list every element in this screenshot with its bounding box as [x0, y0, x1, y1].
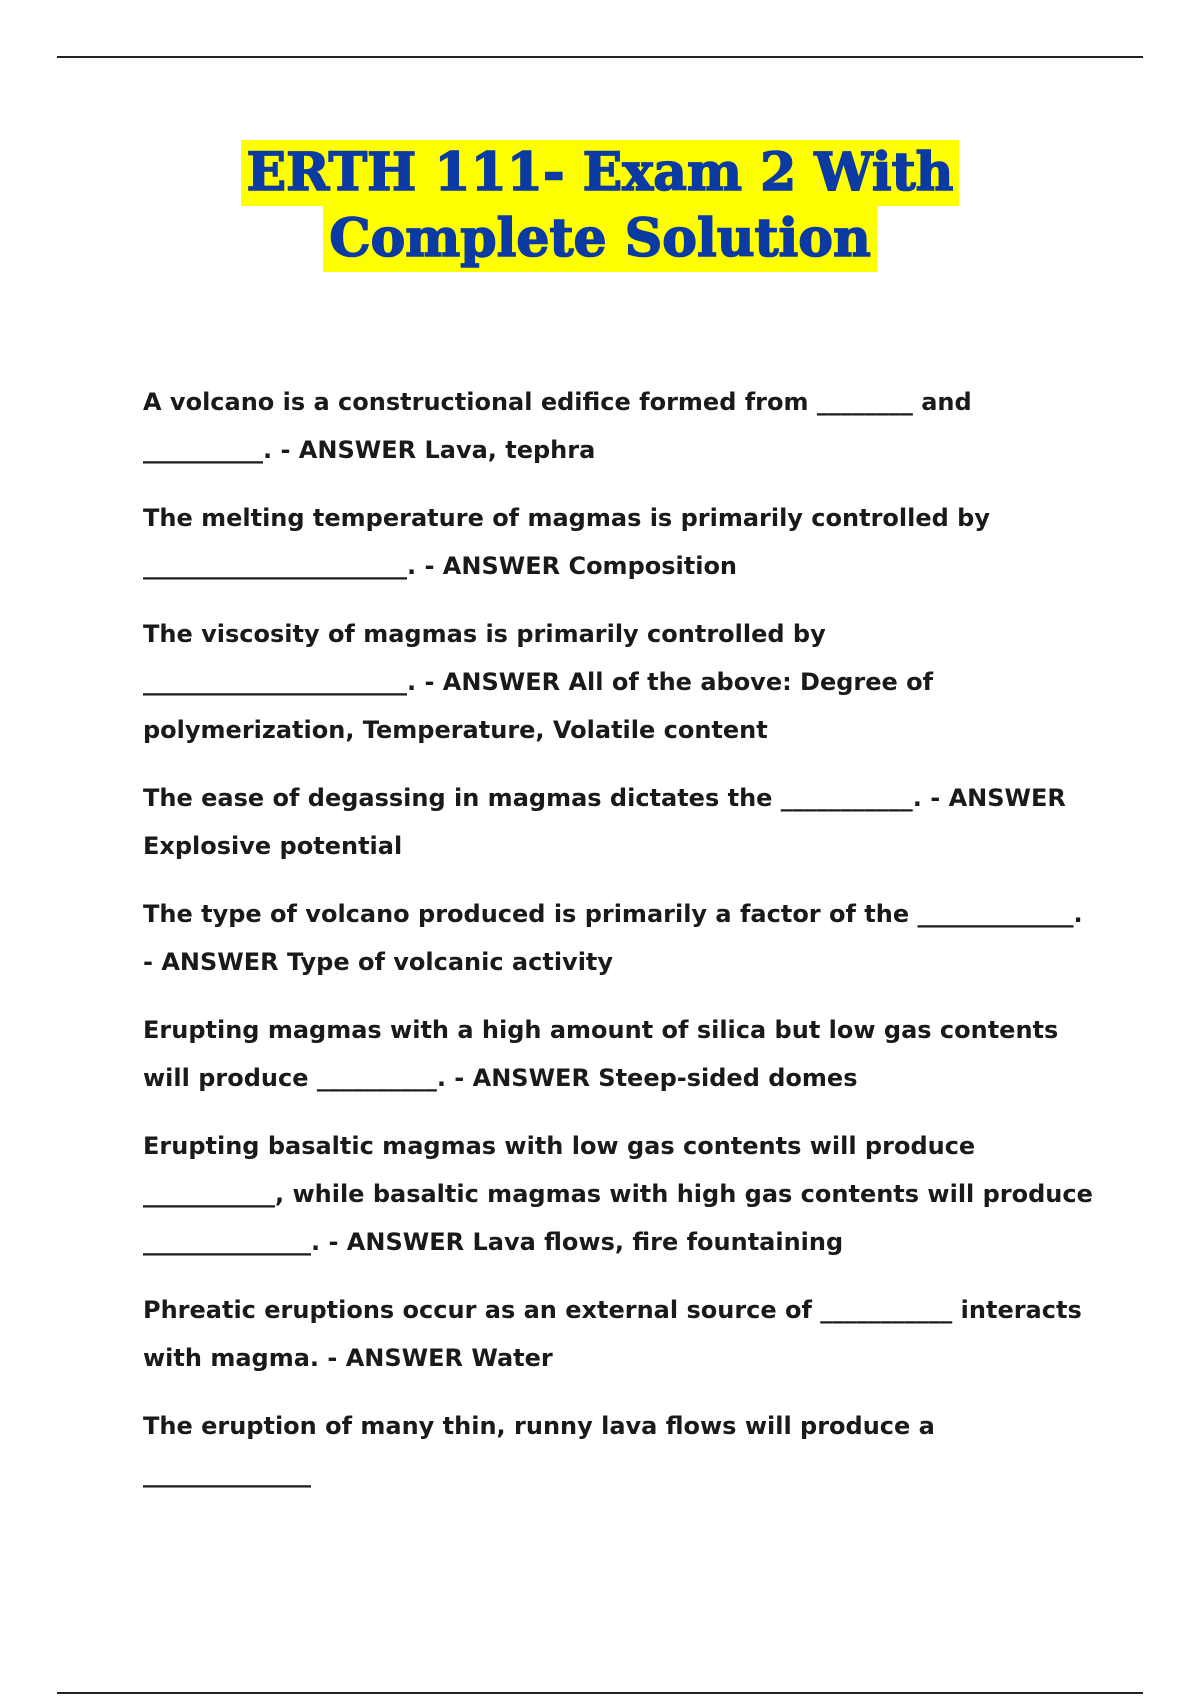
qa-item	[143, 774, 1093, 870]
answer-label: ANSWER	[948, 784, 1066, 812]
separator: -	[445, 1064, 473, 1092]
answer-text: Water	[471, 1344, 553, 1372]
question-text: Erupting basaltic magmas with low gas contents will produce ___________, while basaltic magmas with high gas contents will produce ______________.	[143, 1132, 1093, 1256]
qa-item	[143, 610, 1093, 754]
qa-item-trailing	[143, 1402, 1093, 1498]
separator: -	[143, 948, 162, 976]
answer-text: Type of volcanic activity	[286, 948, 614, 976]
separator: -	[272, 436, 299, 464]
question-text: Phreatic eruptions occur as an external source of ___________ interacts with magma.	[143, 1296, 1082, 1372]
question-text: The viscosity of magmas is primarily controlled by ______________________.	[143, 620, 826, 696]
separator: -	[320, 1228, 347, 1256]
question-answer-list	[143, 378, 1093, 1518]
answer-text: Lava, tephra	[424, 436, 596, 464]
question-text: The ease of degassing in magmas dictates the ___________.	[143, 784, 922, 812]
qa-item	[143, 378, 1093, 474]
answer-text: Steep-sided domes	[598, 1064, 858, 1092]
answer-label: ANSWER	[442, 552, 561, 580]
answer-label: ANSWER	[298, 436, 417, 464]
separator: -	[921, 784, 949, 812]
separator: -	[416, 552, 443, 580]
answer-label: ANSWER	[472, 1064, 590, 1092]
qa-item	[143, 494, 1093, 590]
answer-text: Explosive potential	[143, 832, 403, 860]
qa-item	[143, 1122, 1093, 1266]
document-title	[0, 140, 1200, 272]
question-text: The eruption of many thin, runny lava flows will produce a ______________	[143, 1412, 935, 1488]
title-line-2: Complete Solution	[323, 206, 877, 272]
separator: -	[416, 668, 443, 696]
qa-item	[143, 1286, 1093, 1382]
question-text: A volcano is a constructional edifice formed from ________ and __________.	[143, 388, 972, 464]
qa-item	[143, 1006, 1093, 1102]
title-line-1: ERTH 111- Exam 2 With	[241, 140, 960, 206]
answer-text: Lava flows, fire fountaining	[472, 1228, 844, 1256]
answer-text: All of the above: Degree of polymerization, Temperature, Volatile content	[143, 668, 934, 744]
answer-label: ANSWER	[161, 948, 279, 976]
question-text: The melting temperature of magmas is primarily controlled by ______________________.	[143, 504, 990, 580]
answer-label: ANSWER	[345, 1344, 463, 1372]
bottom-rule	[57, 1692, 1143, 1694]
answer-text: Composition	[568, 552, 738, 580]
question-text: The type of volcano produced is primarily a factor of the _____________.	[143, 900, 1083, 928]
answer-label: ANSWER	[442, 668, 561, 696]
qa-item	[143, 890, 1093, 986]
answer-label: ANSWER	[346, 1228, 465, 1256]
top-rule	[57, 56, 1143, 58]
question-text: Erupting magmas with a high amount of silica but low gas contents will produce __________.	[143, 1016, 1059, 1092]
separator: -	[319, 1344, 346, 1372]
